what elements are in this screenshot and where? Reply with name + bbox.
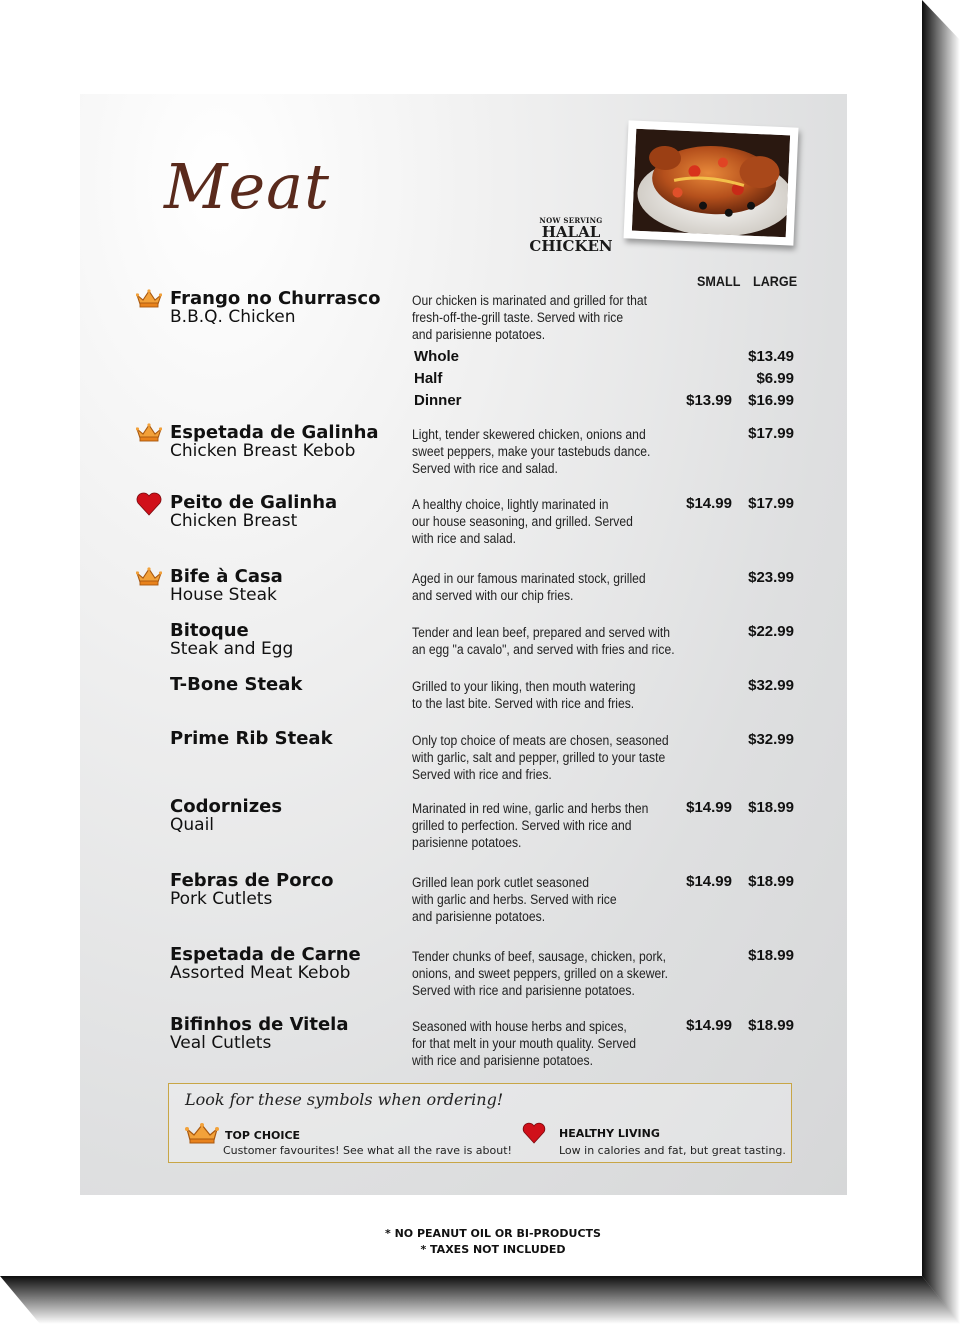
item-description-line: Served with rice and salad. (412, 461, 558, 476)
item-name: Bifinhos de Vitela (170, 1014, 349, 1035)
item-description-line: with garlic and herbs. Served with rice (412, 892, 617, 907)
item-name: Espetada de Carne (170, 944, 361, 965)
item-description-line: and parisienne potatoes. (412, 327, 546, 342)
grilled-chicken-image (632, 129, 790, 238)
price-large: $23.99 (748, 569, 794, 586)
item-description-line: for that melt in your mouth quality. Served (412, 1036, 636, 1051)
crown-icon (136, 289, 162, 314)
item-name: Febras de Porco (170, 870, 334, 891)
halal-line3: CHICKEN (529, 237, 613, 255)
item-description-line: Aged in our famous marinated stock, grilled (412, 571, 646, 586)
item-name: T-Bone Steak (170, 674, 303, 695)
col-small-header: SMALL (697, 273, 741, 289)
symbol-legend (168, 1083, 792, 1163)
item-description-line: and parisienne potatoes. (412, 909, 546, 924)
price-large: $6.99 (756, 370, 794, 387)
item-description-line: and served with our chip fries. (412, 588, 574, 603)
price-large: $17.99 (748, 425, 794, 442)
item-description-line: Seasoned with house herbs and spices, (412, 1019, 627, 1034)
item-subtitle: House Steak (170, 585, 277, 605)
item-description-line: Light, tender skewered chicken, onions and (412, 427, 646, 442)
item-name: Bife à Casa (170, 566, 283, 587)
price-large: $18.99 (748, 799, 794, 816)
legend-title: Look for these symbols when ordering! (185, 1090, 504, 1109)
item-description-line: to the last bite. Served with rice and fries. (412, 696, 635, 711)
footer-notes (0, 1226, 960, 1258)
item-description-line: with rice and salad. (412, 531, 517, 546)
legend-top-choice-head: TOP CHOICE (225, 1129, 301, 1142)
item-description-line: fresh-off-the-grill taste. Served with rice (412, 310, 624, 325)
item-subtitle: Chicken Breast (170, 511, 298, 531)
crown-icon (136, 423, 162, 448)
item-subtitle: Pork Cutlets (170, 889, 273, 909)
item-description-line: our house seasoning, and grilled. Served (412, 514, 633, 529)
price-large: $32.99 (748, 677, 794, 694)
item-description-line: with rice and parisienne potatoes. (412, 1053, 594, 1068)
price-large: $18.99 (748, 873, 794, 890)
item-description-line: Marinated in red wine, garlic and herbs then (412, 801, 649, 816)
price-small: $14.99 (686, 1017, 732, 1034)
halal-line2: HALAL (541, 223, 601, 241)
item-subtitle: Chicken Breast Kebob (170, 441, 356, 461)
legend-healthy-head: HEALTHY LIVING (559, 1127, 660, 1140)
item-description-line: parisienne potatoes. (412, 835, 522, 850)
item-description-line: sweet peppers, make your tastebuds dance. (412, 444, 651, 459)
price-small: $14.99 (686, 799, 732, 816)
price-small: $13.99 (686, 392, 732, 409)
legend-healthy-text: Low in calories and fat, but great tasting. (559, 1144, 786, 1157)
halal-badge (526, 216, 616, 253)
item-description-line: with garlic, salt and pepper, grilled to your taste (412, 750, 666, 765)
legend-top-choice-text: Customer favourites! See what all the rave is about! (223, 1144, 512, 1157)
item-option-label: Half (414, 370, 443, 387)
crown-icon (185, 1122, 219, 1144)
item-name: Codornizes (170, 796, 283, 817)
heart-icon (136, 492, 162, 521)
price-large: $18.99 (748, 1017, 794, 1034)
item-description-line: Grilled to your liking, then mouth watering (412, 679, 636, 694)
price-large: $22.99 (748, 623, 794, 640)
item-subtitle: Quail (170, 815, 215, 835)
item-description-line: Tender chunks of beef, sausage, chicken, pork, (412, 949, 666, 964)
item-option-label: Dinner (414, 392, 462, 409)
heart-icon (522, 1122, 546, 1144)
item-subtitle: Assorted Meat Kebob (170, 963, 351, 983)
price-large: $18.99 (748, 947, 794, 964)
item-name: Bitoque (170, 620, 249, 641)
item-subtitle: B.B.Q. Chicken (170, 307, 296, 327)
item-description-line: Served with rice and fries. (412, 767, 552, 782)
item-description-line: Grilled lean pork cutlet seasoned (412, 875, 589, 890)
item-option-label: Whole (414, 348, 459, 365)
item-description-line: onions, and sweet peppers, grilled on a skewer. (412, 966, 668, 981)
item-description-line: Served with rice and parisienne potatoes. (412, 983, 635, 998)
halal-line1: NOW SERVING (539, 216, 603, 225)
item-description-line: Only top choice of meats are chosen, seasoned (412, 733, 669, 748)
price-small: $14.99 (686, 873, 732, 890)
item-subtitle: Steak and Egg (170, 639, 294, 659)
item-description-line: Tender and lean beef, prepared and served with (412, 625, 671, 640)
col-large-header: LARGE (753, 273, 798, 289)
price-large: $13.49 (748, 348, 794, 365)
item-description-line: Our chicken is marinated and grilled for that (412, 293, 648, 308)
price-large: $32.99 (748, 731, 794, 748)
chicken-photo (624, 120, 799, 245)
item-name: Frango no Churrasco (170, 288, 381, 309)
crown-icon (136, 567, 162, 592)
item-subtitle: Veal Cutlets (170, 1033, 272, 1053)
item-description-line: A healthy choice, lightly marinated in (412, 497, 609, 512)
item-description-line: grilled to perfection. Served with rice and (412, 818, 632, 833)
page-title: Meat (164, 150, 331, 223)
item-name: Prime Rib Steak (170, 728, 333, 749)
price-large: $17.99 (748, 495, 794, 512)
footer-line1: * NO PEANUT OIL OR BI-PRODUCTS (385, 1227, 601, 1240)
footer-line2: * TAXES NOT INCLUDED (420, 1243, 566, 1256)
item-description-line: an egg "a cavalo", and served with fries and rice. (412, 642, 675, 657)
item-name: Peito de Galinha (170, 492, 338, 513)
item-name: Espetada de Galinha (170, 422, 379, 443)
price-large: $16.99 (748, 392, 794, 409)
price-small: $14.99 (686, 495, 732, 512)
